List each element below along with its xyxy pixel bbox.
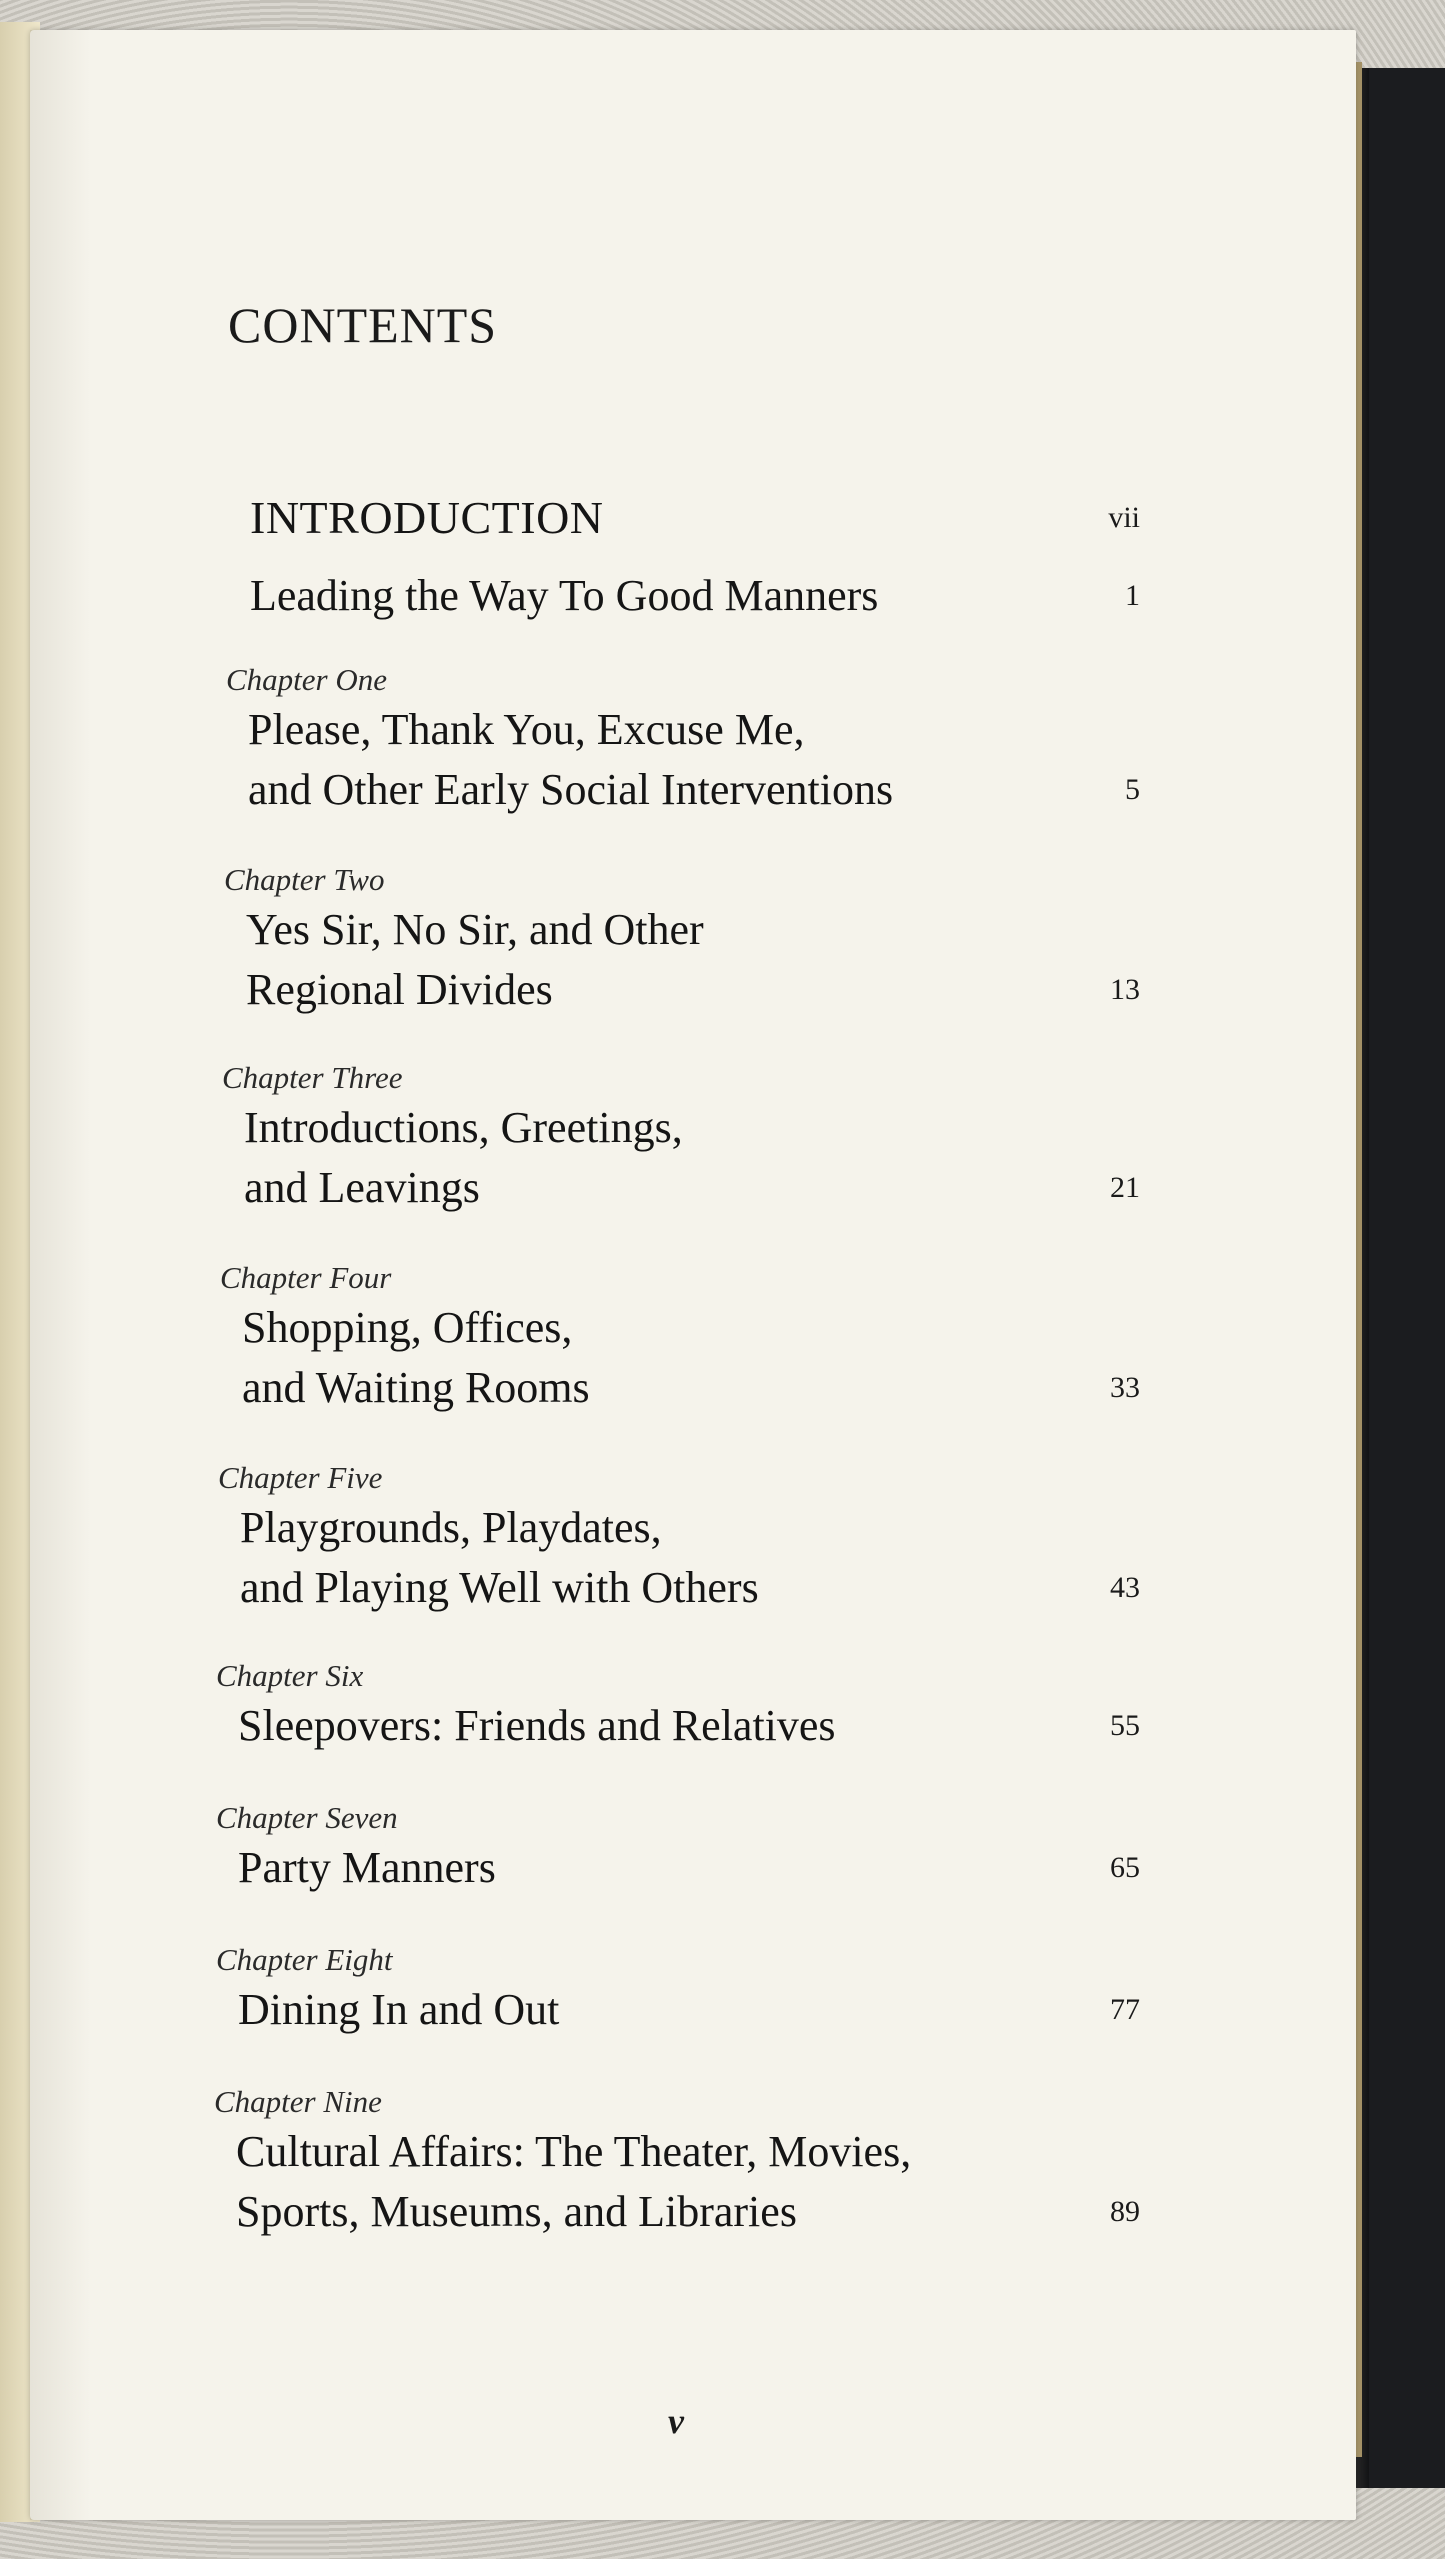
toc-entry-chapter-eight <box>216 1940 1140 2040</box>
entry-page-number: 77 <box>1110 1993 1140 2026</box>
entry-title-line: Shopping, Offices, <box>242 1303 573 1352</box>
entry-page-number: vii <box>1108 501 1140 534</box>
entry-title-line: Please, Thank You, Excuse Me, <box>248 705 805 754</box>
entry-title: Leading the Way To Good Manners <box>250 571 879 620</box>
entry-page-number: 13 <box>1110 973 1140 1006</box>
page-gutter-shadow <box>30 30 90 2520</box>
toc-entry-chapter-three <box>222 1058 1140 1218</box>
entry-title-line: and Other Early Social Interventions <box>248 765 894 814</box>
entry-title-line: Regional Divides <box>246 965 553 1014</box>
chapter-label: Chapter Four <box>220 1260 392 1295</box>
entry-title-line: Dining In and Out <box>238 1985 560 2034</box>
entry-page-number: 1 <box>1125 579 1140 612</box>
entry-title-line: Cultural Affairs: The Theater, Movies, <box>236 2127 912 2176</box>
chapter-label: Chapter Eight <box>216 1942 393 1977</box>
chapter-label: Chapter Nine <box>214 2084 382 2119</box>
entry-title-line: and Leavings <box>244 1163 480 1212</box>
entry-title-line: Party Manners <box>238 1843 496 1892</box>
toc-entry-chapter-six <box>216 1656 1140 1756</box>
entry-title-line: Sports, Museums, and Libraries <box>236 2187 797 2236</box>
page-folio: v <box>668 2401 684 2441</box>
chapter-label: Chapter Six <box>216 1658 364 1693</box>
entry-page-number: 55 <box>1110 1709 1140 1742</box>
entry-title: INTRODUCTION <box>250 492 604 543</box>
entry-page-number: 65 <box>1110 1851 1140 1884</box>
entry-page-number: 5 <box>1125 773 1140 806</box>
chapter-label: Chapter One <box>226 662 388 697</box>
chapter-label: Chapter Five <box>218 1460 383 1495</box>
chapter-label: Chapter Three <box>222 1060 403 1095</box>
page-title: CONTENTS <box>228 297 498 353</box>
toc-entry-introduction <box>250 488 1140 548</box>
entry-title-line: Yes Sir, No Sir, and Other <box>246 905 704 954</box>
entry-page-number: 21 <box>1110 1171 1140 1204</box>
entry-title-line: and Playing Well with Others <box>240 1563 759 1612</box>
chapter-label: Chapter Two <box>224 862 385 897</box>
entry-page-number: 33 <box>1110 1371 1140 1404</box>
toc-entry-chapter-four <box>220 1258 1140 1418</box>
entry-title-line: Playgrounds, Playdates, <box>240 1503 662 1552</box>
chapter-label: Chapter Seven <box>216 1800 398 1835</box>
toc-entry-chapter-seven <box>216 1798 1140 1898</box>
entry-title-line: Introductions, Greetings, <box>244 1103 683 1152</box>
entry-title-line: Sleepovers: Friends and Relatives <box>238 1701 836 1750</box>
toc-entry-chapter-two <box>224 860 1140 1020</box>
toc-entry-chapter-five <box>218 1458 1140 1618</box>
entry-page-number: 43 <box>1110 1571 1140 1604</box>
entry-title-line: and Waiting Rooms <box>242 1363 590 1412</box>
toc-entry-leading <box>250 566 1140 626</box>
toc-entry-chapter-nine <box>214 2082 1140 2242</box>
entry-page-number: 89 <box>1110 2195 1140 2228</box>
toc-entry-chapter-one <box>226 660 1140 820</box>
